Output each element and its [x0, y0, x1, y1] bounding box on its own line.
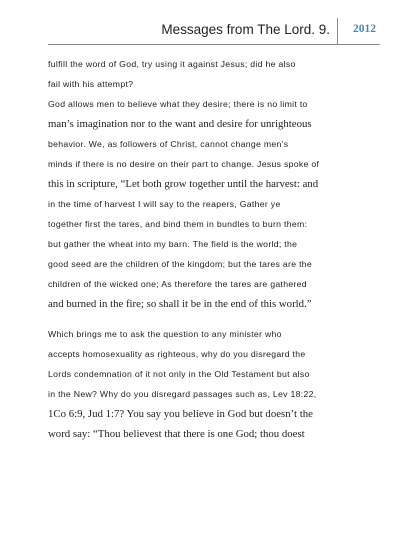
header-title: Messages from The Lord. 9.	[161, 22, 330, 37]
text-line: in the time of harvest I will say to the reapers, Gather ye	[48, 199, 281, 209]
text-line: man’s imagination nor to the want and desire for unrighteous	[48, 118, 312, 130]
text-line: but gather the wheat into my barn. The field is the world; the	[48, 239, 298, 249]
text-line: fail with his attempt?	[48, 79, 134, 89]
text-line: word say: “Thou believest that there is one God; thou doest	[48, 428, 305, 440]
document-body	[48, 54, 380, 444]
text-line: God allows men to believe what they desire; there is no limit to	[48, 99, 308, 109]
text-line: minds if there is no desire on their part to change. Jesus spoke of	[48, 159, 320, 169]
text-line: in the New? Why do you disregard passages such as, Lev 18:22,	[48, 389, 317, 399]
text-line: and burned in the fire; so shall it be in the end of this world.”	[48, 298, 312, 310]
text-line: Lords condemnation of it not only in the Old Testament but also	[48, 369, 310, 379]
text-line: 1Co 6:9, Jud 1:7? You say you believe in God but doesn’t the	[48, 408, 313, 420]
text-line: this in scripture, “Let both grow together until the harvest: and	[48, 178, 319, 190]
header-year: 2012	[353, 23, 376, 35]
text-line: children of the wicked one; As therefore the tares are gathered	[48, 279, 307, 289]
page-header	[48, 18, 380, 45]
text-line: Which brings me to ask the question to any minister who	[48, 329, 282, 339]
text-line: behavior. We, as followers of Christ, cannot change men’s	[48, 139, 289, 149]
text-line: accepts homosexuality as righteous, why do you disregard the	[48, 349, 306, 359]
text-line: together first the tares, and bind them in bundles to burn them:	[48, 219, 308, 229]
text-line: fulfill the word of God, try using it against Jesus; did he also	[48, 59, 296, 69]
text-line: good seed are the children of the kingdom; but the tares are the	[48, 259, 313, 269]
header-divider	[337, 18, 338, 44]
paragraph-gap	[48, 314, 380, 324]
